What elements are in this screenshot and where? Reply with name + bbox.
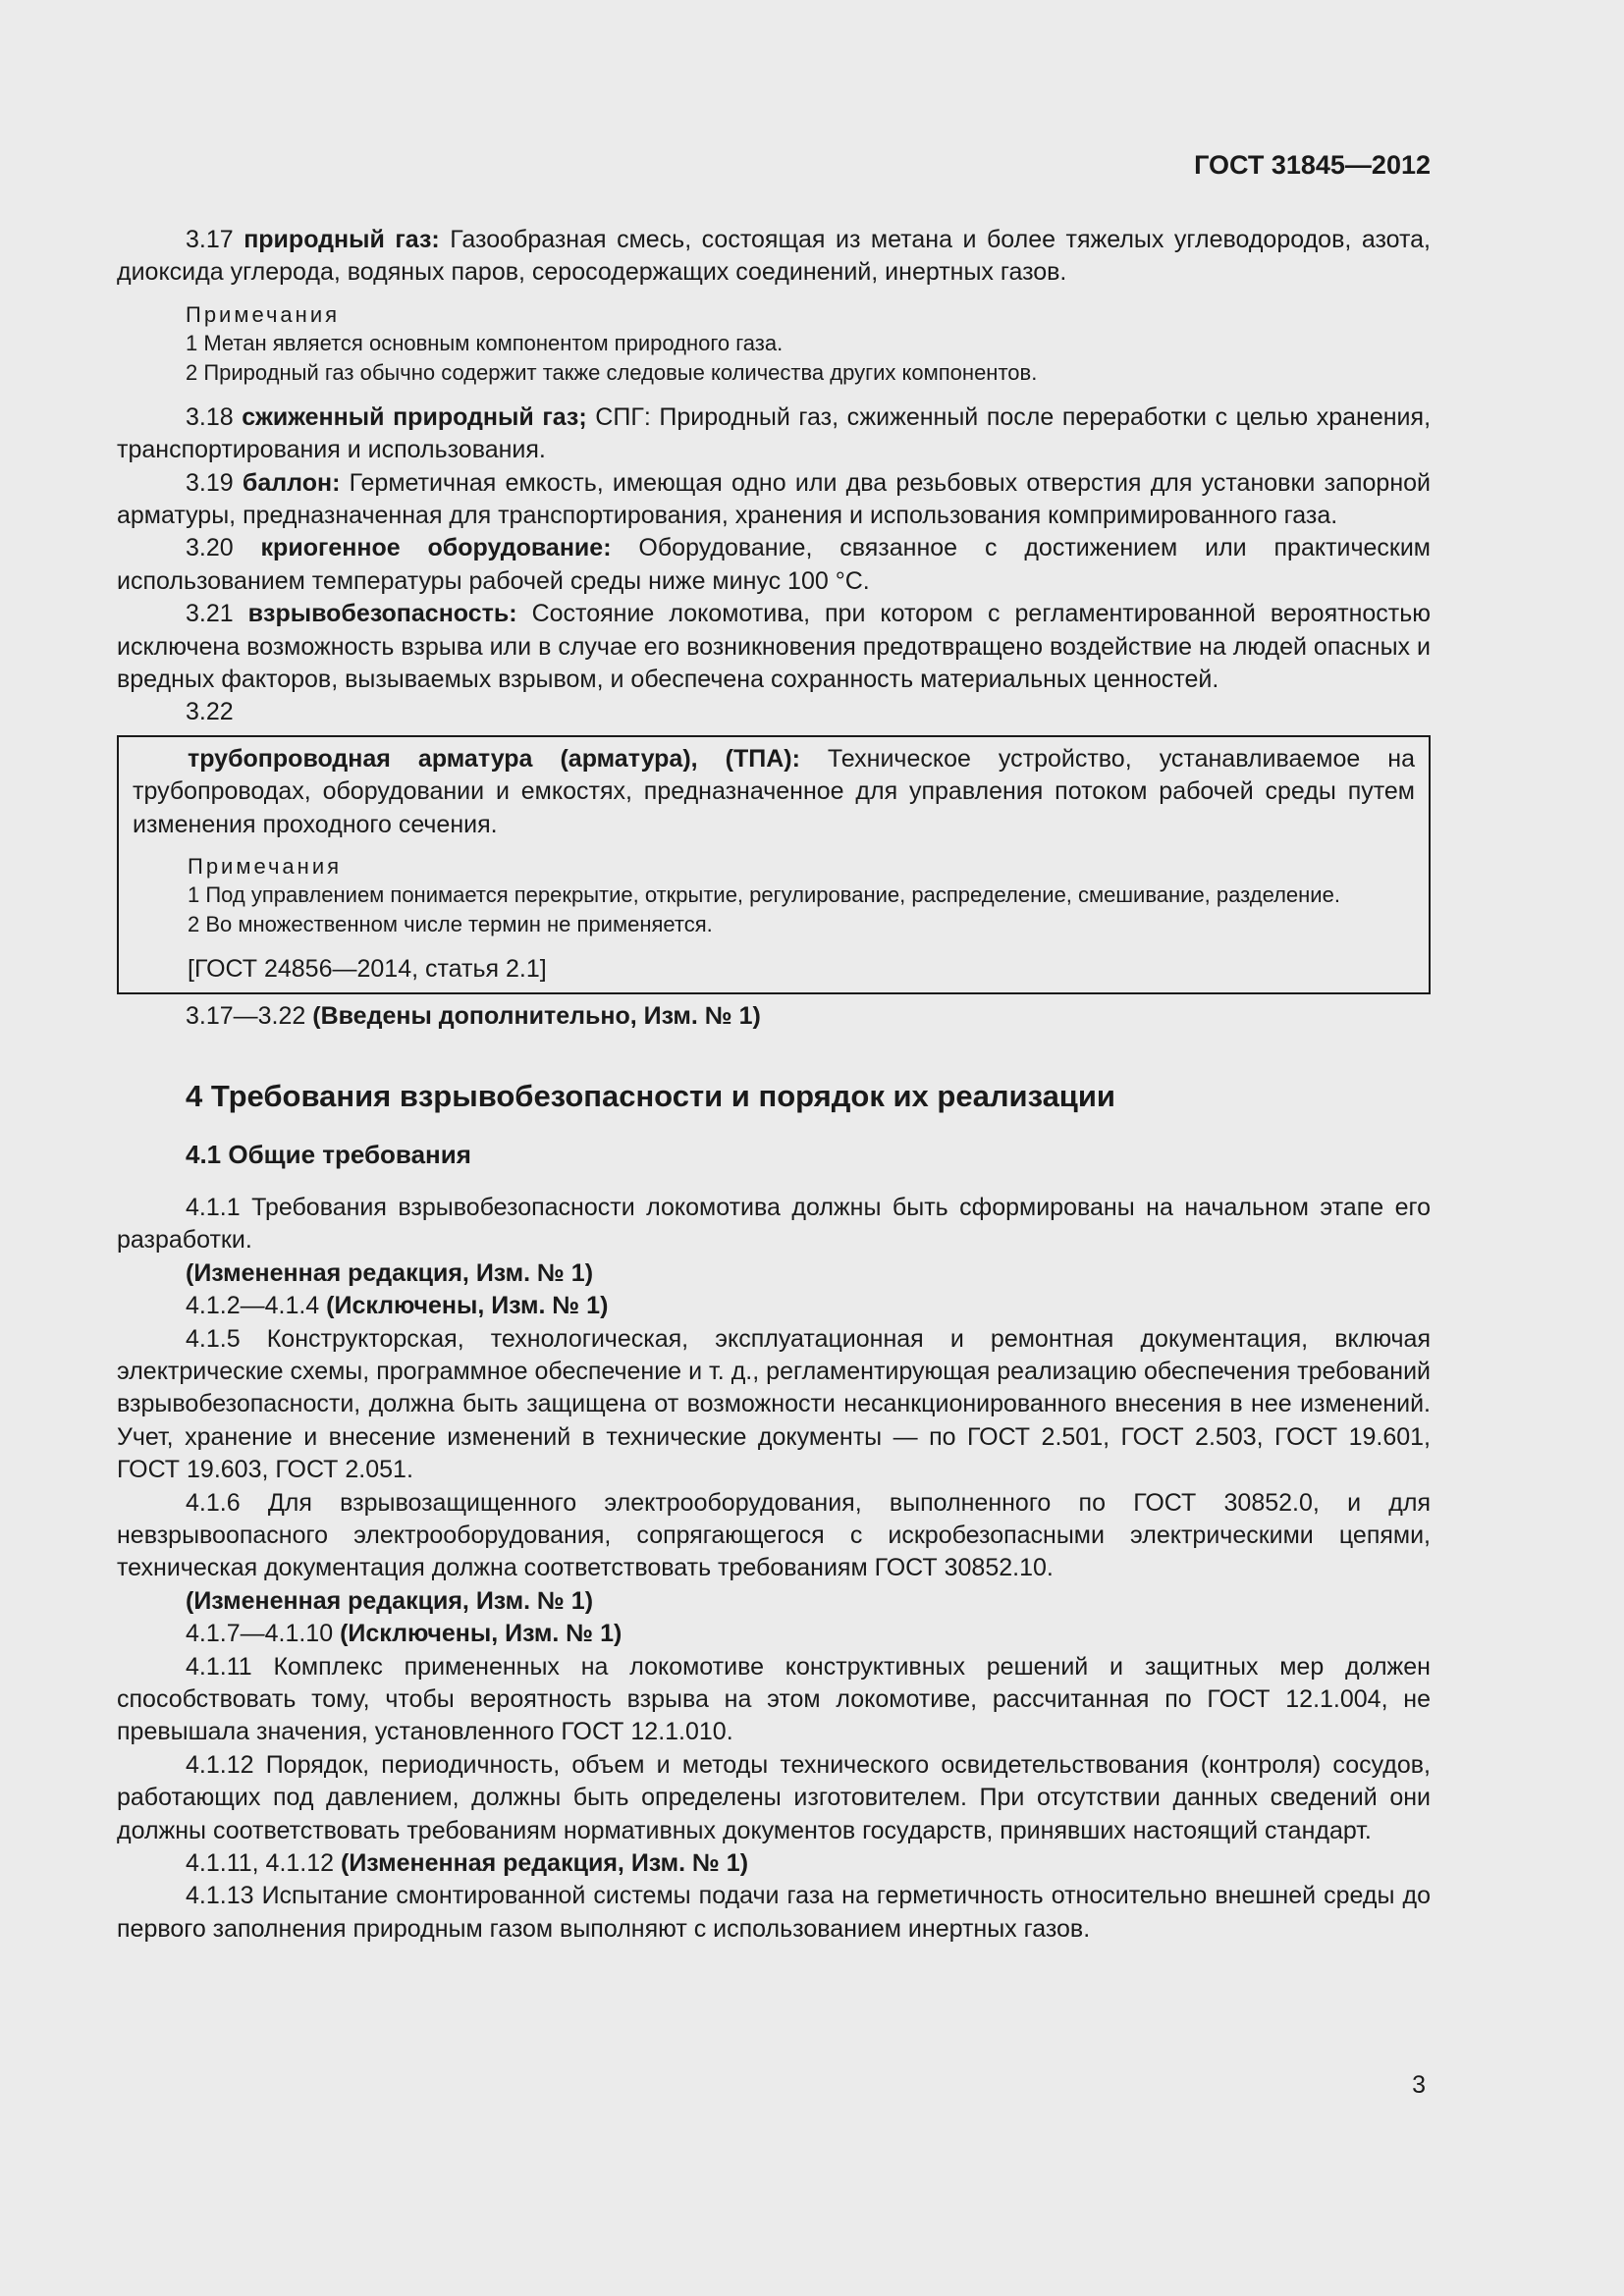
notes-heading: Примечания — [188, 854, 343, 880]
term-definition: СПГ: Природный газ, сжиженный после переработки с целью хранения, транспортирования и использования. — [117, 402, 1432, 464]
term-source: [ГОСТ 24856—2014, статья 2.1] — [188, 955, 547, 984]
term-definition: Техническое устройство, устанавливаемое на трубопроводах, оборудовании и емкостях, предназначенное для управления потоком рабочей среды путем изменения проходного сечения. — [133, 744, 1415, 838]
term-number: 3.18 — [186, 402, 243, 431]
term-definition: Состояние локомотива, при котором с регламентированной вероятностью исключена возможность взрыва или в случае его возникновения предотвращено воздействие на людей опасных и вредных факторов, вызываемых взрывом, и обеспечена сохранность материальных ценностей. — [117, 600, 1432, 694]
clause-4-1-6-amendment — [117, 1585, 1431, 1618]
notes-heading: Примечания — [186, 301, 341, 327]
amendment-text: (Введены дополнительно, Изм. № 1) — [312, 1001, 761, 1030]
document-body — [117, 224, 1431, 1946]
note-item: 1 Метан является основным компонентом природного газа. — [186, 330, 784, 355]
clause-4-1-1-amendment — [117, 1257, 1431, 1290]
term-name: баллон: — [242, 468, 341, 497]
clause-4-1-11: 4.1.11 Комплекс примененных на локомотиве конструктивных решений и защитных мер должен способствовать тому, чтобы вероятность взрыва на этом локомотиве, рассчитанная по ГОСТ 12.1.004, не превышала значения, установленного ГОСТ 12.1.010. — [117, 1652, 1431, 1746]
term-definition: Газообразная смесь, состоящая из метана и более тяжелых углеводородов, азота, диоксида углерода, водяных паров, серосодержащих соединений, инертных газов. — [117, 226, 1431, 287]
term-name: криогенное оборудование: — [260, 534, 612, 562]
amendment-text: (Исключены, Изм. № 1) — [340, 1620, 623, 1648]
term-number: 3.21 — [186, 600, 248, 628]
note-item: 2 Во множественном числе термин не применяется. — [188, 912, 713, 937]
note-item: 2 Природный газ обычно содержит также следовые количества других компонентов. — [186, 359, 1038, 385]
clause-4-1-6: 4.1.6 Для взрывозащищенного электрооборудования, выполненного по ГОСТ 30852.0, и для невзрывоопасного электрооборудования, сопрягающегося с искробезопасными электрическими цепями, техническая документация должна соответствовать требованиям ГОСТ 30852.10. — [117, 1488, 1431, 1582]
page-number: 3 — [1412, 2071, 1426, 2099]
clause-4-1-1: 4.1.1 Требования взрывобезопасности локомотива должны быть сформированы на начальном этапе его разработки. — [117, 1193, 1431, 1255]
term-3-22-box — [117, 735, 1431, 994]
term-name: взрывобезопасность: — [247, 600, 517, 628]
amendment-text: (Измененная редакция, Изм. № 1) — [186, 1258, 594, 1287]
amendment-number: 4.1.7—4.1.10 — [186, 1620, 341, 1648]
clause-4-1-5: 4.1.5 Конструкторская, технологическая, эксплуатационная и ремонтная документация, включая электрические схемы, программное обеспечение и т. д., регламентирующая реализацию обеспечения требований взрывобезопасности, должна быть защищена от возможности несанкционированного внесения в нее изменений. Учет, хранение и внесение изменений в технические документы — по ГОСТ 2.501, ГОСТ 2.503, ГОСТ 19.601, ГОСТ 19.603, ГОСТ 2.051. — [117, 1324, 1431, 1484]
clause-4-1-12: 4.1.12 Порядок, периодичность, объем и методы технического освидетельствования (контроля) сосудов, работающих под давлением, должны быть определены изготовителем. При отсутствии данных сведений они должны соответствовать требованиям нормативных документов государств, принявших настоящий стандарт. — [117, 1750, 1431, 1844]
amendment-number: 4.1.2—4.1.4 — [186, 1292, 327, 1320]
term-name: сжиженный природный газ; — [242, 402, 587, 431]
clause-4-1-13: 4.1.13 Испытание смонтированной системы подачи газа на герметичность относительно внешней среды до первого заполнения природным газом выполняют с использованием инертных газов. — [117, 1882, 1431, 1943]
amendment-text: (Измененная редакция, Изм. № 1) — [341, 1849, 749, 1878]
amendment-number: 4.1.11, 4.1.12 — [186, 1849, 341, 1878]
term-definition: Оборудование, связанное с достижением или практическим использованием температуры рабочей среды ниже минус 100 °С. — [117, 534, 1431, 595]
term-number: 3.17 — [186, 226, 244, 253]
clause-4-1-7-excluded — [117, 1618, 1431, 1650]
amendment-3 — [117, 1000, 1431, 1033]
clause-4-1-2-excluded — [117, 1290, 1431, 1322]
term-name: природный газ: — [244, 226, 440, 253]
term-number: 3.20 — [186, 534, 261, 562]
section-4-title: 4 Требования взрывобезопасности и порядок их реализации — [186, 1078, 1115, 1113]
term-3-18 — [117, 401, 1431, 467]
document-header: ГОСТ 31845—2012 — [1194, 150, 1431, 180]
term-3-21 — [117, 598, 1431, 696]
term-3-22 — [133, 743, 1415, 841]
amendment-text: (Исключены, Изм. № 1) — [326, 1292, 609, 1320]
term-name: трубопроводная арматура (арматура), (ТПА): — [188, 744, 800, 773]
clause-4-1-12-amendment — [117, 1847, 1431, 1880]
term-3-19 — [117, 467, 1431, 533]
term-3-22-number: 3.22 — [186, 698, 234, 726]
term-definition: Герметичная емкость, имеющая одно или два резьбовых отверстия для установки запорной арматуры, предназначенная для транспортирования, хранения и использования компримированного газа. — [117, 468, 1431, 530]
amendment-number: 3.17—3.22 — [186, 1001, 313, 1030]
term-number: 3.19 — [186, 468, 243, 497]
subsection-4-1-title: 4.1 Общие требования — [186, 1139, 471, 1169]
note-item: 1 Под управлением понимается перекрытие, открытие, регулирование, распределение, смешивание, разделение. — [188, 882, 1340, 908]
term-3-20 — [117, 532, 1431, 598]
amendment-text: (Измененная редакция, Изм. № 1) — [186, 1586, 594, 1615]
term-3-17 — [117, 224, 1431, 290]
